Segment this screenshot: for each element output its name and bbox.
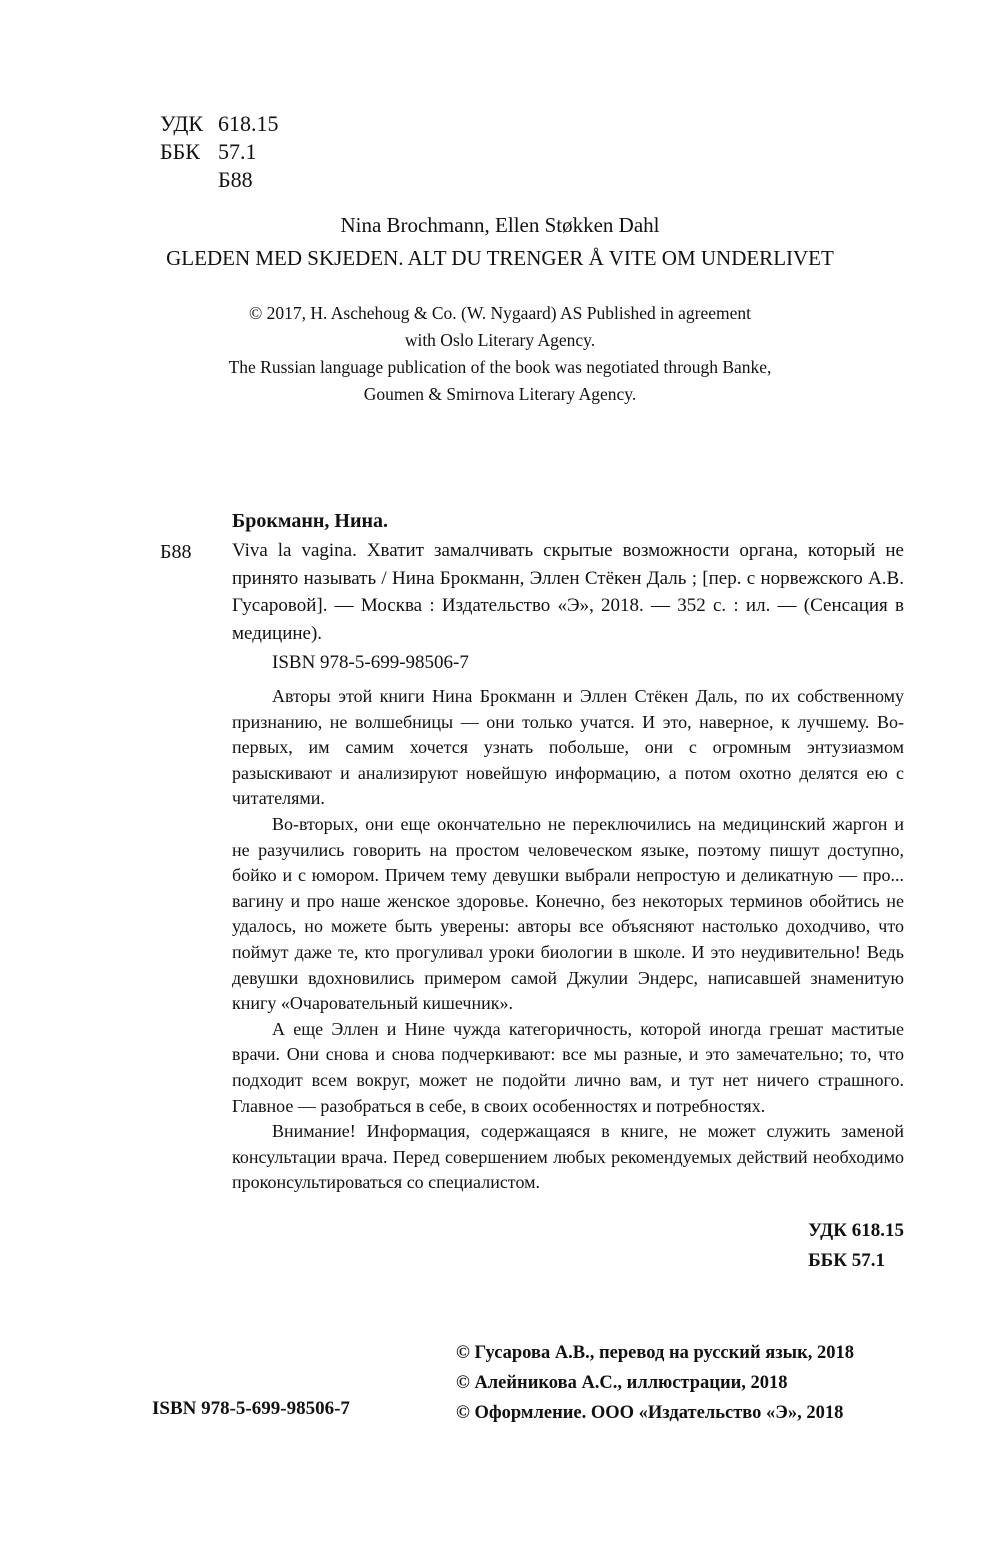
copyright-line: © Оформление. ООО «Издательство «Э», 2018 (456, 1403, 844, 1423)
rights-notice (0, 300, 1000, 408)
original-title: GLEDEN MED SKJEDEN. ALT DU TRENGER Å VITE OM UNDERLIVET (166, 246, 834, 270)
catalog-isbn: ISBN 978-5-699-98506-7 (272, 652, 469, 673)
catalog-udk: УДК 618.15 (808, 1220, 904, 1241)
bbk-value: 57.1 (218, 139, 257, 164)
footer-isbn: ISBN 978-5-699-98506-7 (152, 1398, 350, 1419)
rights-line: © 2017, H. Aschehoug & Co. (W. Nygaard) AS Published in agreement (248, 303, 752, 323)
annotation-paragraph: Во-вторых, они еще окончательно не переключились на медицинский жаргон и не разучились говорить на простом человеческом языке, поэтому пишут доступно, бойко и с юмором. Причем тему девушки выбрали непростую и деликатную — про... вагину и про наше женское здоровье. Конечно, без некоторых терминов обойтись не удалось, но можете быть уверены: авторы все объясняют настолько доходчиво, что поймут даже те, кто прогуливал уроки биологии в школе. И это неудивительно! Ведь девушки вдохновились примером самой Джулии Эндерс, написавшей знаменитую книгу «Очаровательный кишечник». (232, 813, 904, 1014)
copyright-line: © Гусарова А.В., перевод на русский язык, 2018 (456, 1343, 855, 1363)
catalog-codes (808, 1216, 904, 1276)
bibliographic-description: Viva la vagina. Хватит замалчивать скрытые возможности органа, который не принято называть / Нина Брокманн, Эллен Стёкен Даль ; [пер. с норвежского А.В. Гусаровой]. — Москва : Издательство «Э», 2018. — 352 с. : ил. — (Сенсация в медицине). (232, 540, 904, 644)
udk-label: УДК (160, 111, 204, 136)
rights-line: The Russian language publication of the book was negotiated through Banke, (228, 357, 772, 377)
author-mark-row (160, 166, 279, 194)
author-mark: Б88 (218, 167, 253, 192)
classification-codes (160, 110, 279, 194)
copyright-block (456, 1338, 854, 1428)
copyright-line: © Алейникова А.С., иллюстрации, 2018 (456, 1373, 788, 1393)
bbk-row (160, 138, 279, 166)
catalog-bbk: ББК 57.1 (808, 1250, 886, 1271)
catalog-code: Б88 (160, 541, 192, 563)
annotation-paragraph: Внимание! Информация, содержащаяся в книге, не может служить заменой консультации врача. Перед совершением любых рекомендуемых действий необходимо проконсультироваться со специалистом. (232, 1121, 904, 1193)
annotation-paragraph: А еще Эллен и Нине чужда категоричность, которой иногда грешат маститые врачи. Они снова и снова подчеркивают: все мы разные, и это замечательно; то, что подходит всем вокруг, может не подойти лично вам, и тут нет ничего страшного. Главное — разобраться в себе, в своих особенностях и потребностях. (232, 1018, 904, 1116)
bbk-label: ББК (160, 139, 200, 164)
udk-value: 618.15 (218, 111, 279, 136)
rights-line: Goumen & Smirnova Literary Agency. (363, 384, 637, 404)
udk-row (160, 110, 279, 138)
original-authors: Nina Brochmann, Ellen Støkken Dahl (340, 213, 660, 237)
rights-line: with Oslo Literary Agency. (404, 330, 596, 350)
annotation (232, 684, 904, 1196)
annotation-paragraph: Авторы этой книги Нина Брокманн и Эллен Стёкен Даль, по их собственному признанию, не волшебницы — они только учатся. И это, наверное, к лучшему. Во-первых, им самим хочется узнать побольше, они с огромным энтузиазмом разыскивают и анализируют новейшую информацию, а потом охотно делятся ею с читателями. (232, 686, 904, 809)
catalog-author-heading: Брокманн, Нина. (232, 510, 389, 532)
